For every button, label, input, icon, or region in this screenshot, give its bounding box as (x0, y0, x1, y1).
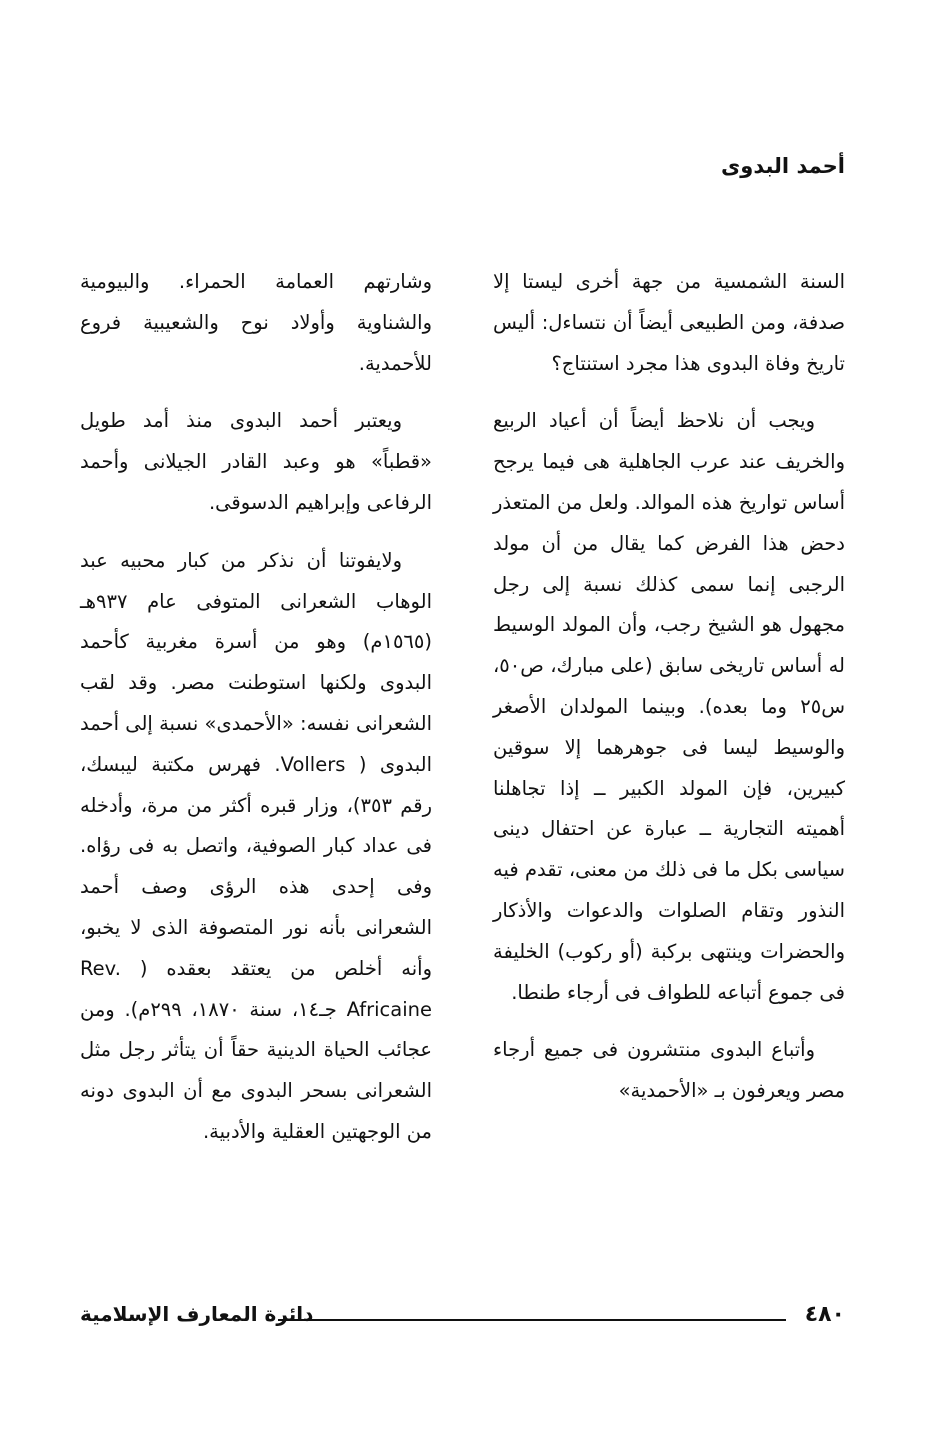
paragraph: ويعتبر أحمد البدوى منذ أمد طويل «قطباً» هو وعبد القادر الجيلانى وأحمد الرفاعى وإبراهيم الدسوقى. (80, 409, 432, 514)
paragraph: وأتباع البدوى منتشرون فى جميع أرجاء مصر ويعرفون بـ «الأحمدية» (493, 1038, 845, 1103)
left-column (80, 262, 432, 1170)
paragraph: ويجب أن نلاحظ أيضاً أن أعياد الربيع والخريف عند عرب الجاهلية هى فيما يرجح أساس تواريخ هذه الموالد. ولعل من المتعذر دحض هذا الفرض كما يقال من أن مولد الرجبى إنما سمى كذلك نسبة إلى رجل مجهول هو الشيخ رجب، وأن المولد الوسيط له أساس تاريخى سابق (على مبارك، ص٥٠، س٢٥ وما بعده). وبينما المولدان الأصغر والوسيط ليسا فى جوهرهما إلا سوقين كبيرين، فإن المولد الكبير ــ إذا تجاهلنا أهميته التجارية ــ عبارة عن احتفال دينى سياسى بكل ما فى ذلك من معنى، تقدم فيه النذور وتقام الصلوات والدعوات والأذكار والحضرات وينتهى بركبة (أو ركوب) الخليفة فى جموع أتباعه للطواف فى أرجاء طنطا. (493, 409, 845, 1004)
paragraph: ولايفوتنا أن نذكر من كبار محبيه عبد الوهاب الشعرانى المتوفى عام ٩٣٧هـ (١٥٦٥م) وهو من أسرة مغربية كأحمد البدوى ولكنها استوطنت مصر. وقد لقب الشعرانى نفسه: «الأحمدى» نسبة إلى أحمد البدوى ( Vollers. فهرس مكتبة ليبسك، رقم ٣٥٣)، وزار قبره أكثر من مرة، وأدخله فى عداد كبار الصوفية، واتصل به فى رؤاه. وفى إحدى هذه الرؤى وصف أحمد الشعرانى بأنه نور المتصوفة الذى لا يخبو، وأنه أخلص من يعتقد بعقده ( Rev. Africaine جـ١٤، سنة ١٨٧٠، ٢٩٩م). ومن عجائب الحياة الدينية حقاً أن يتأثر رجل مثل الشعرانى بسحر البدوى مع أن البدوى دونه من الوجهتين العقلية والأدبية. (80, 548, 433, 1143)
paragraph: وشارتهم العمامة الحمراء. والبيومية والشناوية وأولاد نوح والشعيبية فروع للأحمدية. (80, 270, 432, 375)
book-title: دائرة المعارف الإسلامية (80, 1302, 314, 1326)
paragraph: السنة الشمسية من جهة أخرى ليستا إلا صدفة، ومن الطبيعى أيضاً أن نتساءل: أليس تاريخ وفاة البدوى هذا مجرد استنتاج؟ (493, 270, 845, 375)
running-header: أحمد البدوى (721, 154, 845, 178)
page-number: ٤٨٠ (804, 1302, 845, 1327)
right-column (493, 262, 845, 1129)
footer-divider (278, 1319, 786, 1321)
